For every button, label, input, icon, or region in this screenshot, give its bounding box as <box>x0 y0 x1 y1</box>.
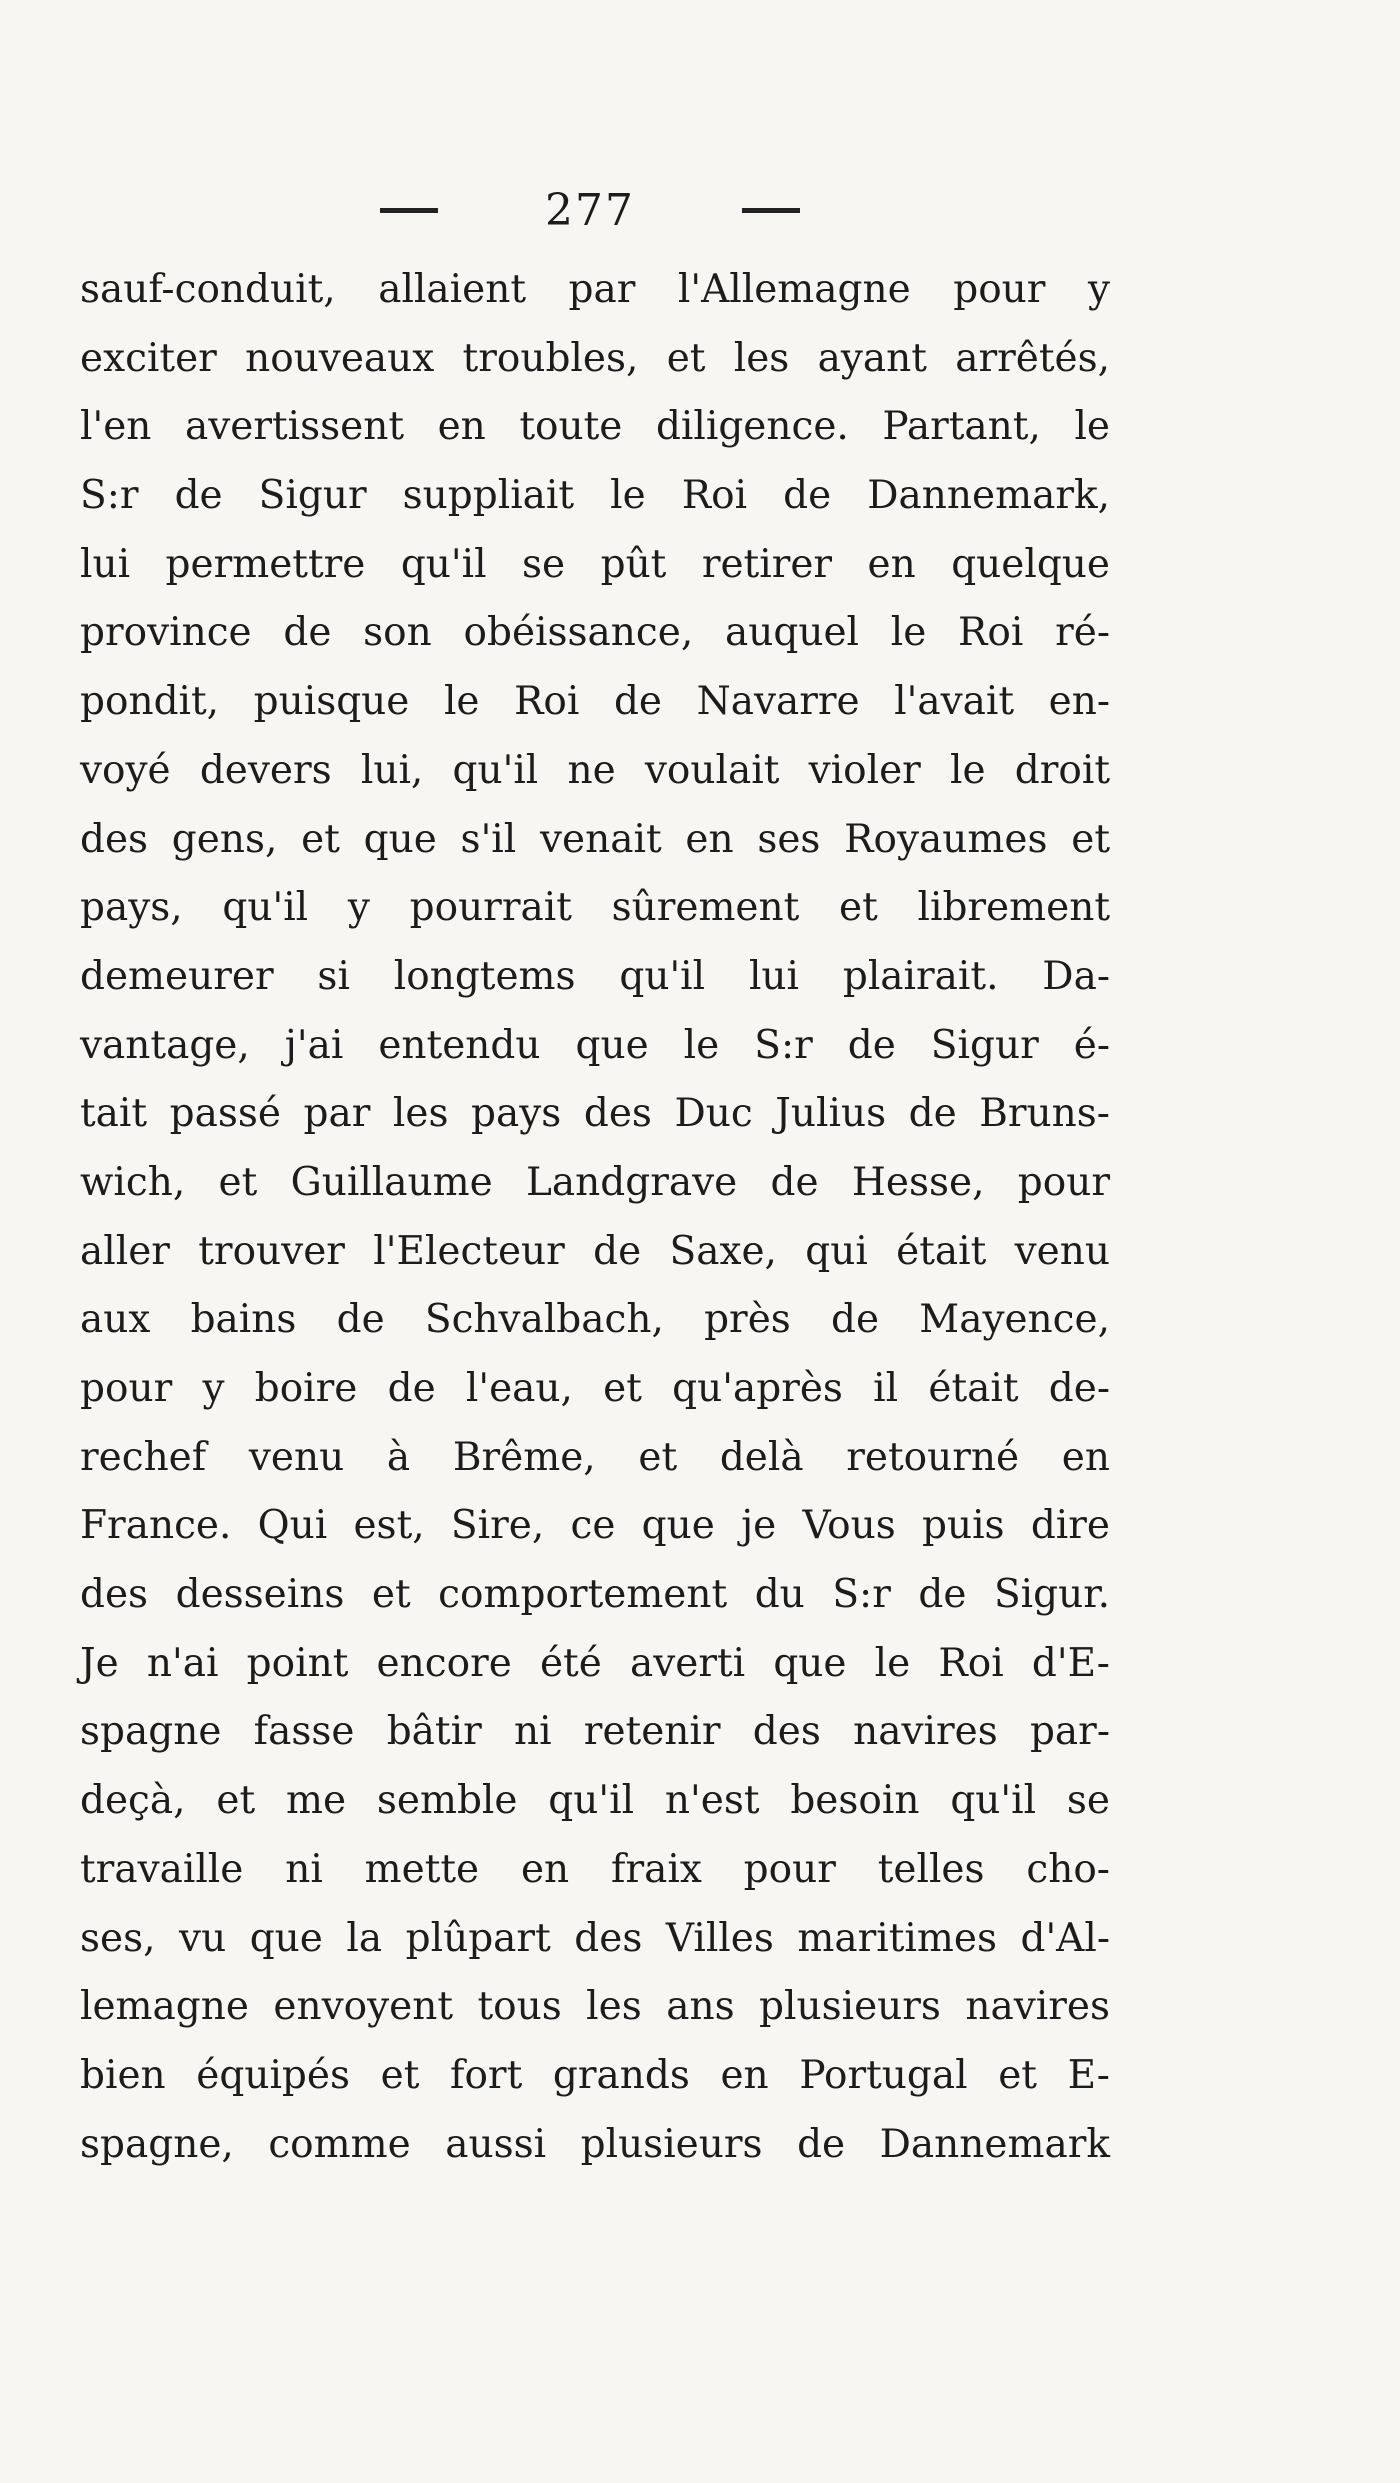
body-text <box>80 256 1110 2179</box>
text-line: Je n'ai point encore été averti que le Roi d'E- <box>80 1640 1110 1686</box>
text-line: bien équipés et fort grands en Portugal et E- <box>80 2052 1110 2098</box>
text-line: exciter nouveaux troubles, et les ayant arrêtés, <box>80 335 1110 381</box>
right-dash-ornament <box>742 208 800 213</box>
text-line: l'en avertissent en toute diligence. Partant, le <box>80 404 1110 450</box>
text-line: vantage, j'ai entendu que le S:r de Sigur é- <box>80 1022 1110 1068</box>
text-line: pour y boire de l'eau, et qu'après il était de- <box>80 1366 1110 1411</box>
text-line: des desseins et comportement du S:r de Sigur. <box>80 1572 1110 1618</box>
text-line: lemagne envoyent tous les ans plusieurs navires <box>80 1984 1110 2030</box>
text-line: France. Qui est, Sire, ce que je Vous puis dire <box>80 1503 1110 1549</box>
text-line: ses, vu que la plûpart des Villes maritimes d'Al- <box>80 1915 1110 1961</box>
page-header <box>380 180 800 240</box>
text-line: province de son obéissance, auquel le Roi ré- <box>80 610 1110 656</box>
text-line: spagne fasse bâtir ni retenir des navires par- <box>80 1709 1110 1755</box>
text-line: lui permettre qu'il se pût retirer en quelque <box>80 541 1110 587</box>
text-line: spagne, comme aussi plusieurs de Dannemark <box>80 2121 1110 2167</box>
text-line: wich, et Guillaume Landgrave de Hesse, pour <box>80 1159 1110 1205</box>
text-line: sauf-conduit, allaient par l'Allemagne pour y <box>80 267 1110 312</box>
text-line: pays, qu'il y pourrait sûrement et librement <box>80 885 1110 931</box>
text-line: rechef venu à Brême, et delà retourné en <box>80 1434 1110 1480</box>
text-line: tait passé par les pays des Duc Julius de Bruns- <box>80 1091 1110 1137</box>
text-line: des gens, et que s'il venait en ses Royaumes et <box>80 816 1110 862</box>
page-number: 277 <box>545 184 635 236</box>
text-line: aller trouver l'Electeur de Saxe, qui était venu <box>80 1228 1110 1274</box>
text-line: pondit, puisque le Roi de Navarre l'avait en- <box>80 679 1110 725</box>
text-line: deçà, et me semble qu'il n'est besoin qu'il se <box>80 1778 1110 1824</box>
left-dash-ornament <box>380 208 438 213</box>
text-line: travaille ni mette en fraix pour telles cho- <box>80 1846 1110 1892</box>
text-line: aux bains de Schvalbach, près de Mayence, <box>80 1297 1110 1343</box>
text-line: voyé devers lui, qu'il ne voulait violer le droit <box>80 747 1110 793</box>
text-line: demeurer si longtems qu'il lui plairait. Da- <box>80 953 1110 999</box>
text-line: S:r de Sigur suppliait le Roi de Dannemark, <box>80 473 1110 519</box>
